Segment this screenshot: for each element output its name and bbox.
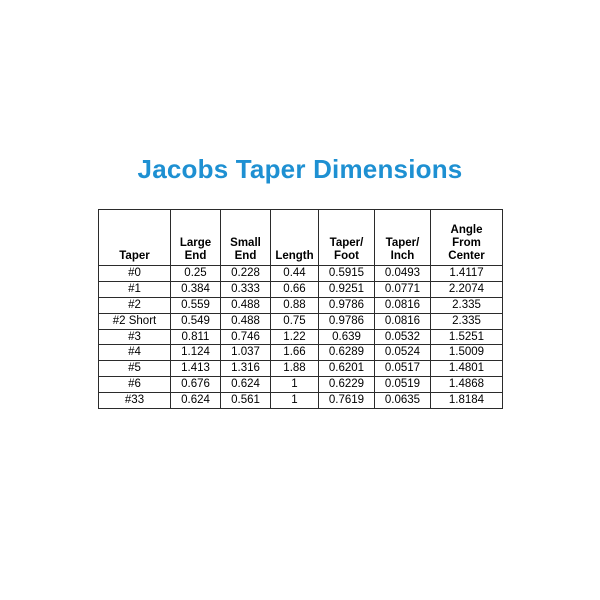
column-header-taper <box>99 210 171 266</box>
table-row <box>99 361 503 377</box>
cell-taper-per-foot: 0.9786 <box>319 297 375 313</box>
cell-angle-from-center: 2.335 <box>431 313 503 329</box>
cell-large-end: 1.124 <box>171 345 221 361</box>
cell-taper-per-foot: 0.5915 <box>319 266 375 282</box>
cell-small-end: 1.037 <box>221 345 271 361</box>
table-row <box>99 297 503 313</box>
cell-large-end: 0.624 <box>171 393 221 409</box>
taper-dimensions-table-container <box>98 209 502 409</box>
cell-angle-from-center: 1.4117 <box>431 266 503 282</box>
column-header-length <box>271 210 319 266</box>
table-row <box>99 377 503 393</box>
cell-taper: #0 <box>99 266 171 282</box>
cell-angle-from-center: 1.4801 <box>431 361 503 377</box>
cell-angle-from-center: 1.5009 <box>431 345 503 361</box>
cell-large-end: 0.384 <box>171 281 221 297</box>
cell-small-end: 0.488 <box>221 297 271 313</box>
header-line: Inch <box>390 250 415 263</box>
table-row <box>99 393 503 409</box>
cell-length: 1 <box>271 393 319 409</box>
cell-small-end: 0.746 <box>221 329 271 345</box>
taper-dimensions-table <box>98 209 503 409</box>
cell-length: 1.22 <box>271 329 319 345</box>
cell-small-end: 0.561 <box>221 393 271 409</box>
cell-large-end: 0.811 <box>171 329 221 345</box>
cell-large-end: 1.413 <box>171 361 221 377</box>
cell-taper: #4 <box>99 345 171 361</box>
cell-taper-per-foot: 0.6229 <box>319 377 375 393</box>
column-header-angle-from-center <box>431 210 503 266</box>
cell-taper-per-foot: 0.9251 <box>319 281 375 297</box>
cell-length: 1.88 <box>271 361 319 377</box>
cell-angle-from-center: 1.5251 <box>431 329 503 345</box>
cell-taper-per-inch: 0.0635 <box>375 393 431 409</box>
header-line: Taper <box>119 250 150 263</box>
table-row <box>99 313 503 329</box>
cell-large-end: 0.549 <box>171 313 221 329</box>
column-header-taper-per-inch <box>375 210 431 266</box>
cell-length: 0.88 <box>271 297 319 313</box>
cell-taper-per-foot: 0.6289 <box>319 345 375 361</box>
table-row <box>99 345 503 361</box>
header-line: Large <box>179 237 212 250</box>
header-line: From <box>452 237 481 250</box>
cell-taper: #1 <box>99 281 171 297</box>
cell-taper-per-inch: 0.0519 <box>375 377 431 393</box>
header-line: End <box>184 250 207 263</box>
table-row <box>99 329 503 345</box>
cell-small-end: 0.624 <box>221 377 271 393</box>
header-line: End <box>234 250 257 263</box>
cell-small-end: 1.316 <box>221 361 271 377</box>
cell-length: 0.75 <box>271 313 319 329</box>
cell-large-end: 0.559 <box>171 297 221 313</box>
cell-length: 1 <box>271 377 319 393</box>
header-line: Taper/ <box>385 237 420 250</box>
cell-angle-from-center: 2.335 <box>431 297 503 313</box>
cell-taper-per-inch: 0.0517 <box>375 361 431 377</box>
cell-small-end: 0.228 <box>221 266 271 282</box>
header-line: Taper/ <box>329 237 364 250</box>
cell-taper-per-inch: 0.0532 <box>375 329 431 345</box>
cell-length: 0.66 <box>271 281 319 297</box>
column-header-taper-per-foot <box>319 210 375 266</box>
cell-length: 1.66 <box>271 345 319 361</box>
table-header <box>99 210 503 266</box>
cell-taper: #2 Short <box>99 313 171 329</box>
cell-taper: #3 <box>99 329 171 345</box>
cell-small-end: 0.333 <box>221 281 271 297</box>
cell-taper: #2 <box>99 297 171 313</box>
header-line: Center <box>448 250 485 263</box>
cell-taper-per-foot: 0.9786 <box>319 313 375 329</box>
cell-angle-from-center: 2.2074 <box>431 281 503 297</box>
page-title: Jacobs Taper Dimensions <box>137 154 463 184</box>
table-body <box>99 266 503 409</box>
cell-taper-per-inch: 0.0493 <box>375 266 431 282</box>
cell-angle-from-center: 1.4868 <box>431 377 503 393</box>
header-line: Foot <box>334 250 359 263</box>
cell-taper-per-inch: 0.0524 <box>375 345 431 361</box>
cell-taper: #33 <box>99 393 171 409</box>
cell-length: 0.44 <box>271 266 319 282</box>
column-header-large-end <box>171 210 221 266</box>
cell-taper-per-inch: 0.0771 <box>375 281 431 297</box>
cell-taper-per-inch: 0.0816 <box>375 297 431 313</box>
cell-taper-per-foot: 0.6201 <box>319 361 375 377</box>
header-line: Length <box>275 250 314 263</box>
cell-taper-per-inch: 0.0816 <box>375 313 431 329</box>
cell-angle-from-center: 1.8184 <box>431 393 503 409</box>
column-header-small-end <box>221 210 271 266</box>
cell-large-end: 0.25 <box>171 266 221 282</box>
cell-small-end: 0.488 <box>221 313 271 329</box>
cell-large-end: 0.676 <box>171 377 221 393</box>
cell-taper: #5 <box>99 361 171 377</box>
table-row <box>99 266 503 282</box>
cell-taper: #6 <box>99 377 171 393</box>
header-line: Small <box>230 237 261 250</box>
cell-taper-per-foot: 0.7619 <box>319 393 375 409</box>
table-row <box>99 281 503 297</box>
cell-taper-per-foot: 0.639 <box>319 329 375 345</box>
table-header-row <box>99 210 503 266</box>
header-line: Angle <box>450 224 483 237</box>
